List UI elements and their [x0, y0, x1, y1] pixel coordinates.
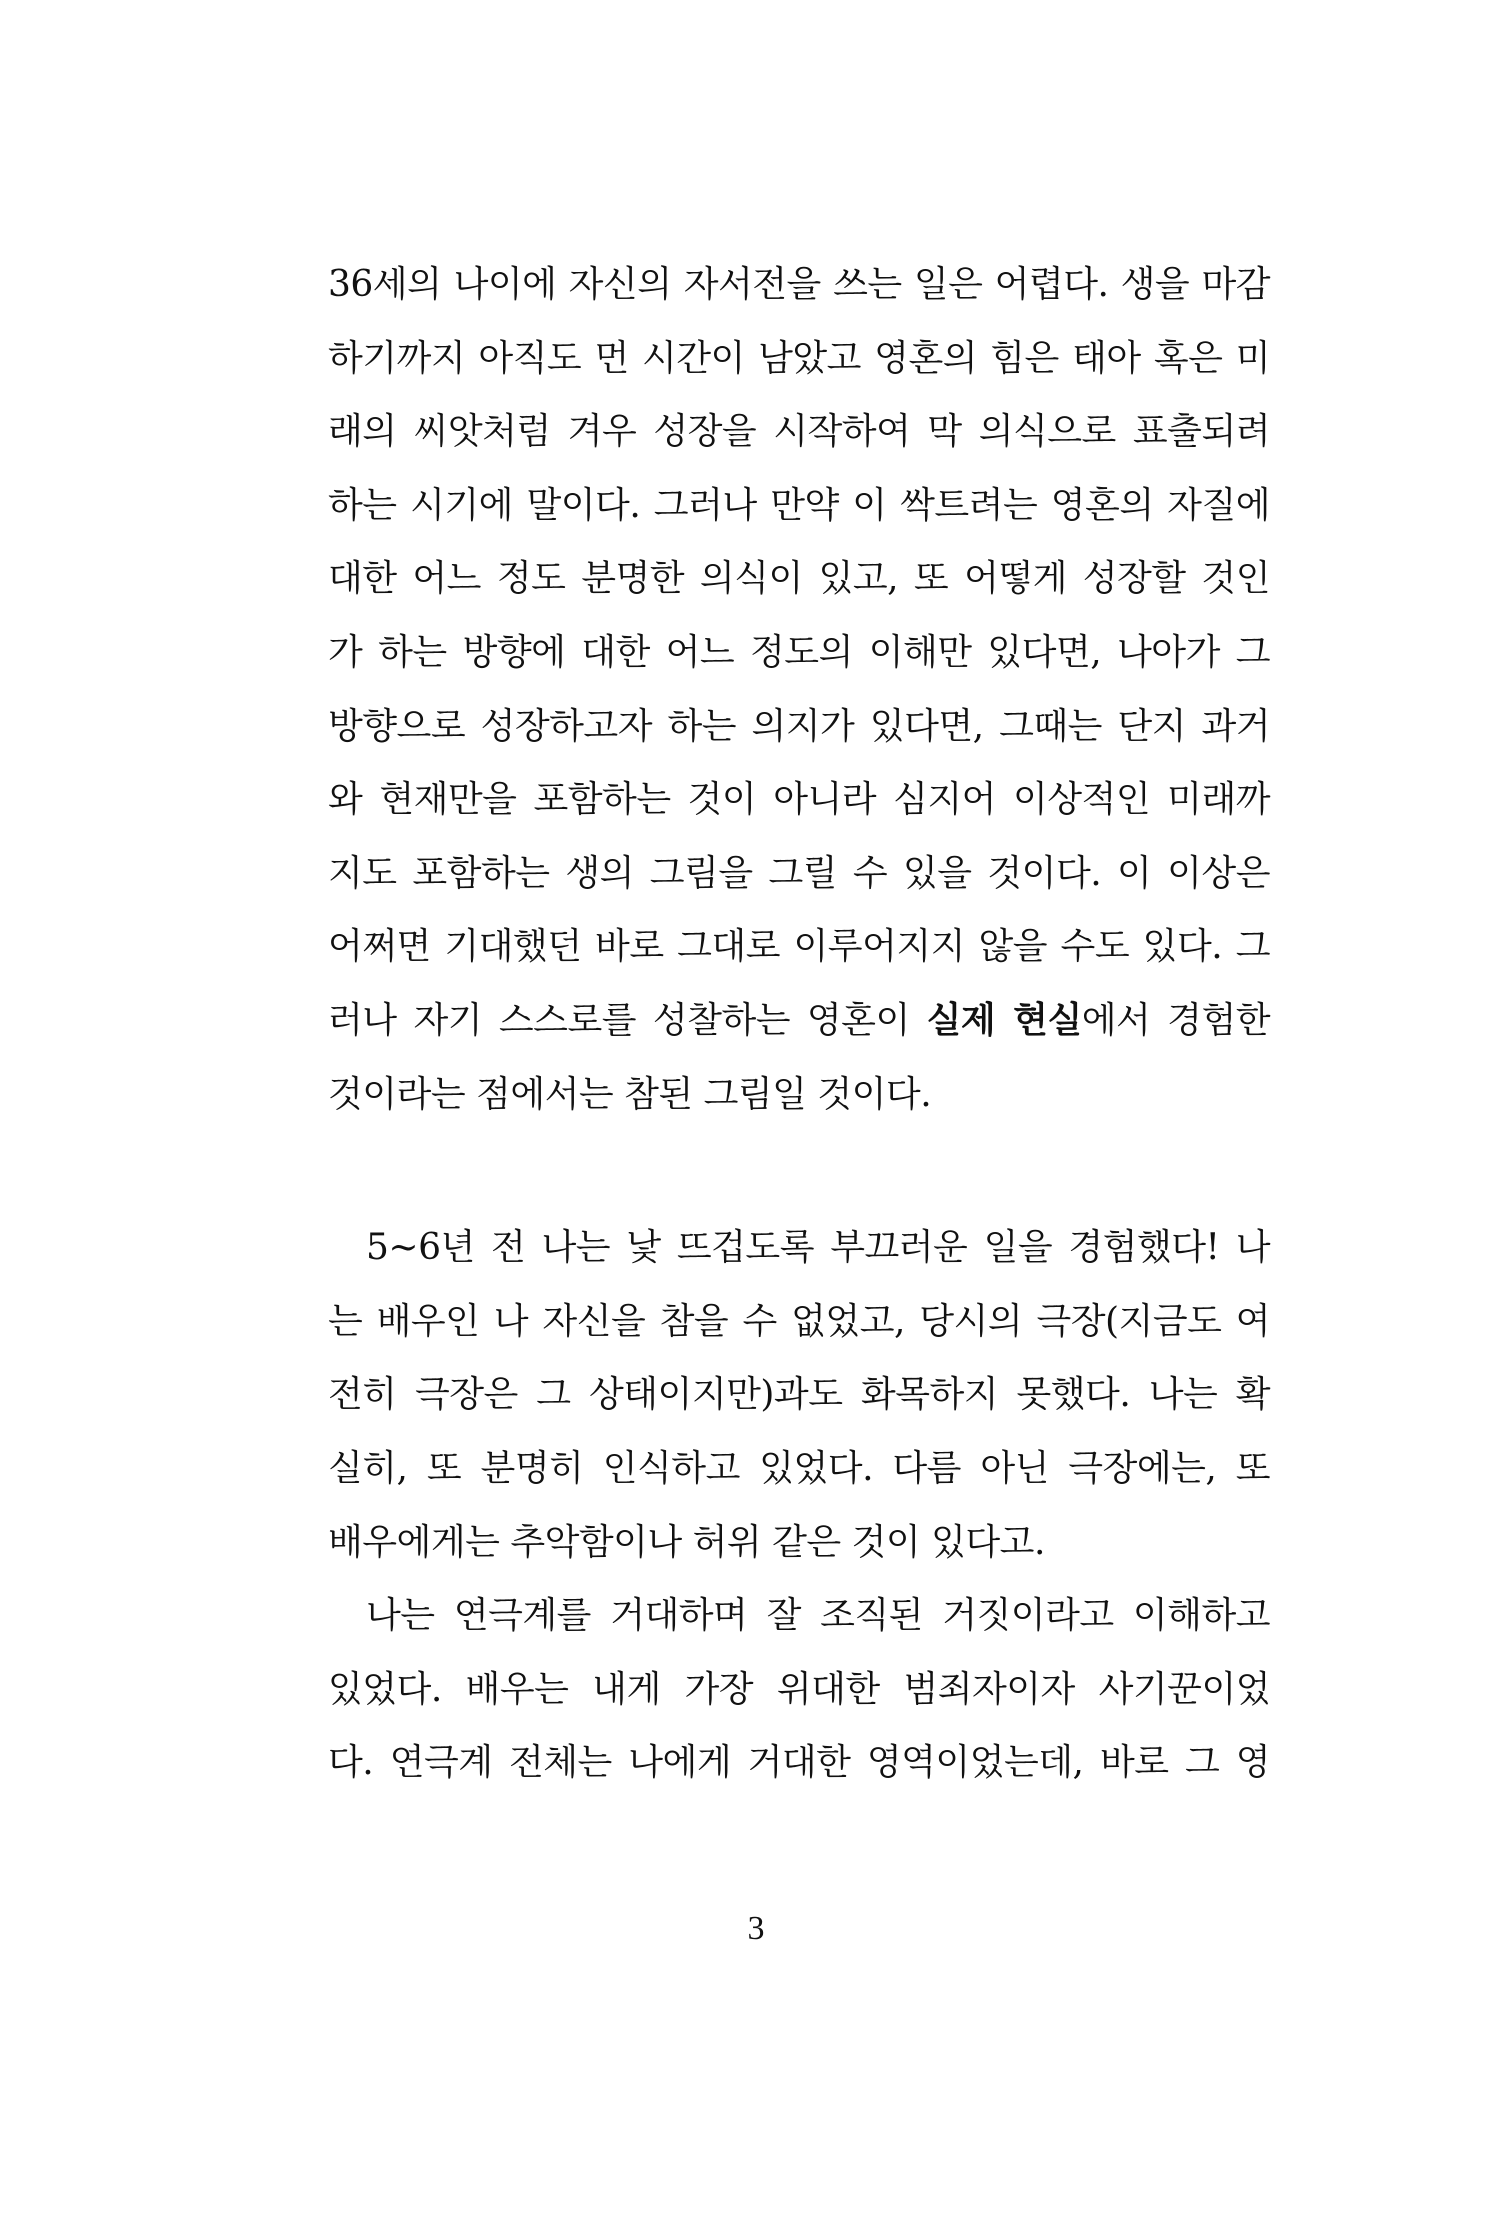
text-line: 방향으로 성장하고자 하는 의지가 있다면, 그때는 단지 과거 [328, 705, 1270, 747]
text-line: 는 배우인 나 자신을 참을 수 없었고, 당시의 극장(지금도 여 [328, 1300, 1270, 1342]
text-segment: 에서 경험한 [1081, 999, 1270, 1041]
text-line: 하는 시기에 말이다. 그러나 만약 이 싹트려는 영혼의 자질에 [328, 484, 1270, 526]
text-line: 배우에게는 추악함이나 허위 같은 것이 있다고. [328, 1521, 1045, 1563]
text-line: 와 현재만을 포함하는 것이 아니라 심지어 이상적인 미래까 [328, 779, 1270, 821]
text-line: 전히 극장은 그 상태이지만)과도 화목하지 못했다. 나는 확 [328, 1374, 1270, 1416]
page-number: 3 [747, 1910, 765, 1947]
paragraph-2 [328, 1211, 1270, 1579]
bold-emphasis: 실제 현실 [926, 998, 1082, 1041]
paragraph-1 [328, 248, 1270, 1131]
text-line-with-emphasis [328, 984, 1270, 1058]
text-line: 어쩌면 기대했던 바로 그대로 이루어지지 않을 수도 있다. 그 [328, 926, 1270, 968]
text-line: 지도 포함하는 생의 그림을 그릴 수 있을 것이다. 이 이상은 [328, 852, 1270, 894]
text-line: 나는 연극계를 거대하며 잘 조직된 거짓이라고 이해하고 [366, 1595, 1270, 1637]
text-line: 가 하는 방향에 대한 어느 정도의 이해만 있다면, 나아가 그 [328, 631, 1270, 673]
text-segment: 러나 자기 스스로를 성찰하는 영혼이 [328, 999, 927, 1041]
text-line: 래의 씨앗처럼 겨우 성장을 시작하여 막 의식으로 표출되려 [328, 411, 1270, 453]
text-line: 대한 어느 정도 분명한 의식이 있고, 또 어떻게 성장할 것인 [328, 558, 1270, 600]
text-line: 36세의 나이에 자신의 자서전을 쓰는 일은 어렵다. 생을 마감 [328, 264, 1270, 305]
text-line: 5~6년 전 나는 낯 뜨겁도록 부끄러운 일을 경험했다! 나 [366, 1227, 1270, 1269]
text-line: 하기까지 아직도 먼 시간이 남았고 영혼의 힘은 태아 혹은 미 [328, 337, 1270, 379]
paragraph-spacer [328, 1131, 1270, 1211]
text-line: 다. 연극계 전체는 나에게 거대한 영역이었는데, 바로 그 영 [328, 1742, 1270, 1784]
text-line: 것이라는 점에서는 참된 그림일 것이다. [328, 1073, 932, 1115]
text-line: 있었다. 배우는 내게 가장 위대한 범죄자이자 사기꾼이었 [328, 1668, 1270, 1710]
body-text [328, 248, 1270, 1800]
text-line: 실히, 또 분명히 인식하고 있었다. 다름 아닌 극장에는, 또 [328, 1447, 1270, 1489]
paragraph-3 [328, 1579, 1270, 1800]
